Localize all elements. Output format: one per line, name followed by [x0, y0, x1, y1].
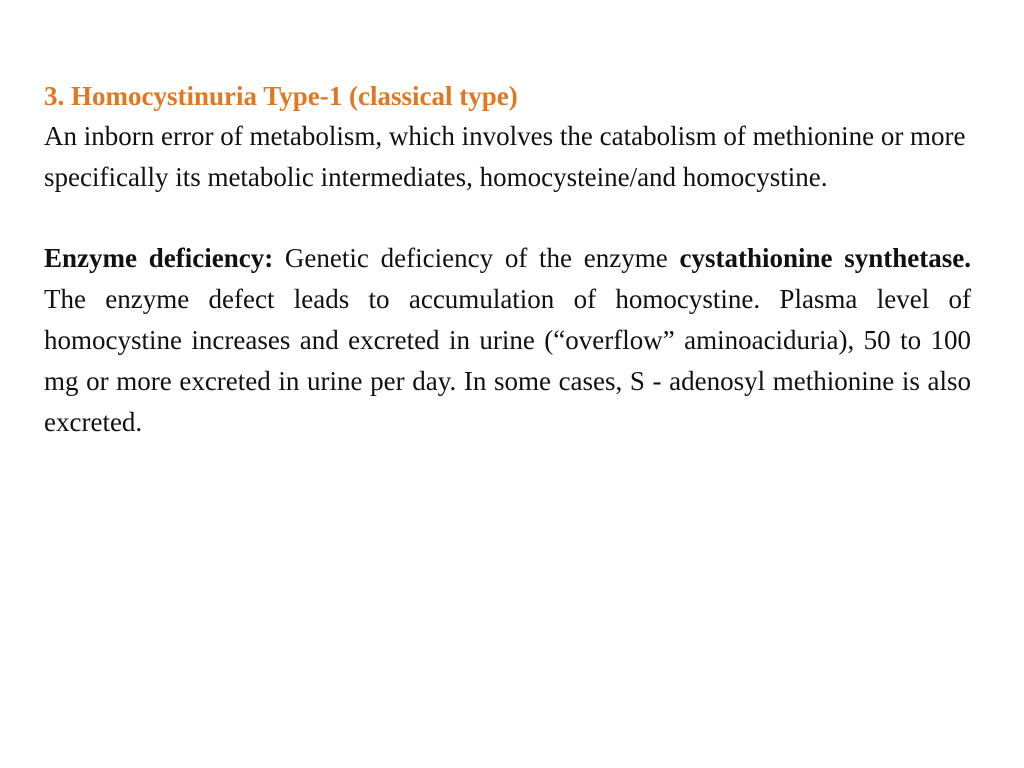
enzyme-name: cystathionine synthetase. — [679, 243, 972, 273]
enzyme-deficiency-paragraph — [44, 238, 971, 443]
paragraph-gap — [44, 198, 971, 238]
deficiency-text-before: Genetic deficiency of the enzyme — [273, 243, 680, 273]
deficiency-text-after: The enzyme defect leads to accumulation of homocystine. Plasma level of homocystine increases and excreted in urine (“overflow” aminoaciduria), 50 to 100 mg or more excreted in urine per day. In some cases, S - adenosyl methionine is also excreted. — [44, 284, 971, 437]
slide-title: 3. Homocystinuria Type-1 (classical type) — [44, 81, 518, 111]
deficiency-label: Enzyme deficiency: — [44, 243, 274, 273]
intro-paragraph: An inborn error of metabolism, which involves the catabolism of methionine or more specifically its metabolic intermediates, homocysteine/and homocystine. — [44, 121, 966, 192]
